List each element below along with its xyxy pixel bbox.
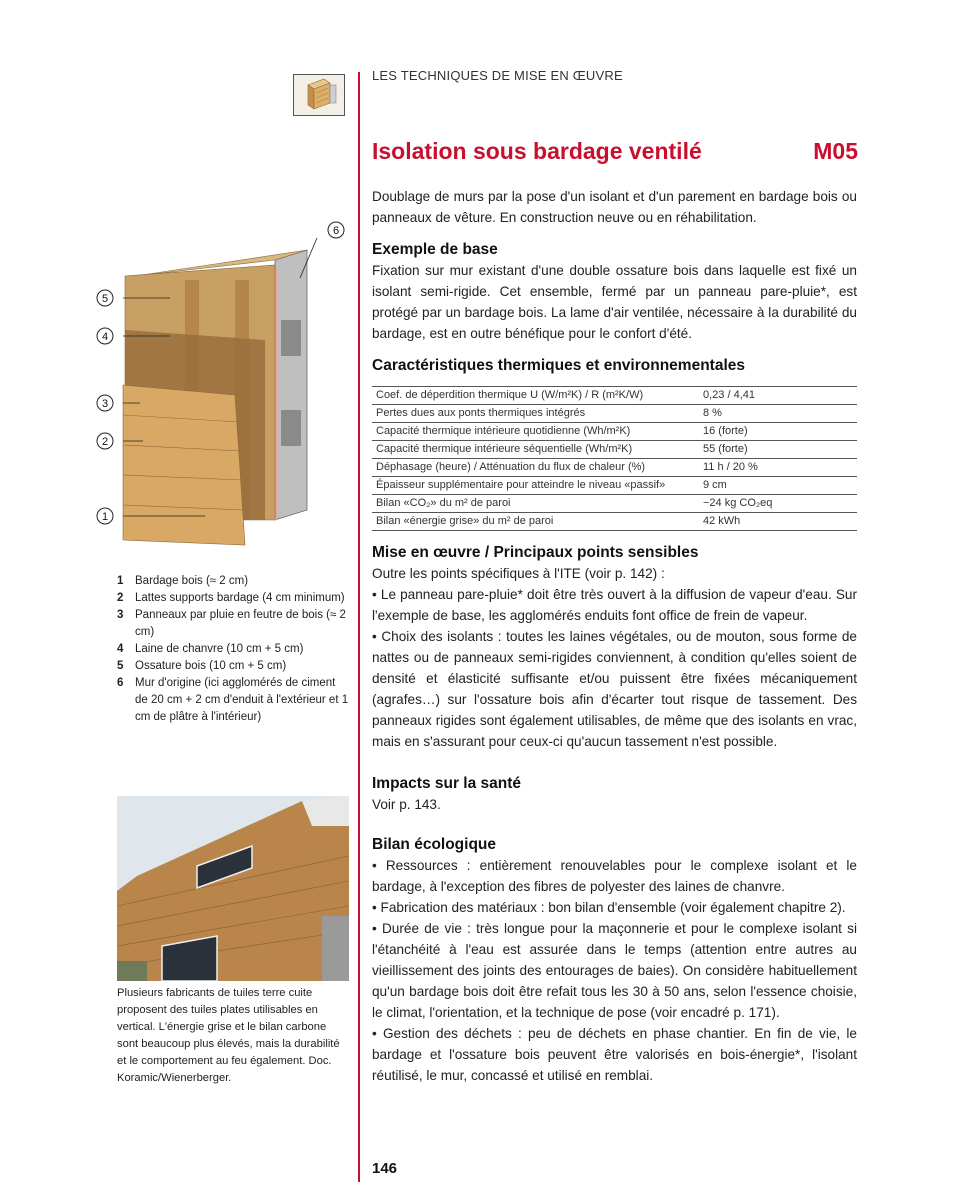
exemple-heading: Exemple de base xyxy=(372,241,498,258)
row-label: Capacité thermique intérieure quotidienne (Wh/m²K) xyxy=(372,423,693,441)
bilan-para: • Durée de vie : très longue pour la maçonnerie et pour le complexe isolant si l'étanchéité à l'eau est assurée dans le temps (attention entre autres au vieillissement des joints des entourages de baies). On considère habituellement qu'un bardage bois doit être refait tous les 30 à 50 ans, selon l'essence choisie, le climat, l'orientation, et la technique de pose (voir encadré p. 171). xyxy=(372,921,857,1020)
legend-item: 3 Panneaux par pluie en feutre de bois (≈ 2 cm) xyxy=(117,609,346,638)
bilan-para: • Gestion des déchets : peu de déchets en phase chantier. En fin de vie, le bardage et l'ossature bois peuvent être valorisés en bois-énergie*, l'isolant réutilisé, le mur, concassé et utilisé en remblai. xyxy=(372,1026,857,1083)
block-hole xyxy=(281,410,301,446)
section-header: LES TECHNIQUES DE MISE EN ŒUVRE xyxy=(372,68,623,83)
row-label: Capacité thermique intérieure séquentielle (Wh/m²K) xyxy=(372,441,693,459)
wall-section-illustration xyxy=(95,220,350,565)
table-row xyxy=(372,405,857,423)
facade-photo xyxy=(117,796,349,981)
impacts-heading: Impacts sur la santé xyxy=(372,775,522,792)
table-row xyxy=(372,423,857,441)
block-hole xyxy=(281,320,301,356)
legend-item: 1 Bardage bois (≈ 2 cm) xyxy=(117,575,249,587)
row-value: 16 (forte) xyxy=(693,423,857,441)
wood-cladding xyxy=(123,385,245,545)
bilan-para: • Ressources : entièrement renouvelables pour le complexe isolant et le bardage, à l'exception des fibres de polyester des laines de chanvre. xyxy=(372,858,857,894)
bilan-heading: Bilan écologique xyxy=(372,836,497,853)
diagram-legend xyxy=(117,573,349,726)
row-value: −24 kg CO₂eq xyxy=(693,495,857,513)
callout-label: 4 xyxy=(101,331,109,343)
table-row xyxy=(372,495,857,513)
section-thumbnail-icon xyxy=(293,74,345,116)
row-value: 11 h / 20 % xyxy=(693,459,857,477)
legend-item: 6 Mur d'origine (ici agglomérés de ciment de 20 cm + 2 cm d'enduit à l'extérieur et 1 cm de plâtre à l'intérieur) xyxy=(117,677,349,723)
exemple-text: Fixation sur mur existant d'une double ossature bois dans laquelle est fixé un isolant semi-rigide. Cet ensemble, fermé par un panneau pare-pluie*, est protégé par un bardage bois. La lame d'air ventilée, nécessaire à la durabilité du bardage, est en outre bénéfique pour le confort d'été. xyxy=(372,263,857,341)
page-title-row xyxy=(372,138,858,165)
intro-paragraph: Doublage de murs par la pose d'un isolant et d'un parement en bardage bois ou panneaux de vêture. En construction neuve ou en réhabilitation. xyxy=(372,189,857,225)
photo-caption: Plusieurs fabricants de tuiles terre cuite proposent des tuiles plates utilisables en vertical. L'énergie grise et le bilan carbone sont beaucoup plus élevés, mais la durabilité et le comportement au feu également. Doc. Koramic/Wienerberger. xyxy=(117,987,340,1084)
row-label: Pertes dues aux ponts thermiques intégrés xyxy=(372,405,693,423)
page-number: 146 xyxy=(372,1160,398,1177)
mise-en-oeuvre-para: • Le panneau pare-pluie* doit être très ouvert à la diffusion de vapeur d'eau. Sur l'exemple de base, les agglomérés enduits font office de frein de vapeur. xyxy=(372,587,857,623)
table-row xyxy=(372,477,857,495)
mise-en-oeuvre-heading: Mise en œuvre / Principaux points sensibles xyxy=(372,544,699,561)
table-row xyxy=(372,513,857,531)
table-row xyxy=(372,441,857,459)
row-value: 42 kWh xyxy=(693,513,857,531)
row-label: Épaisseur supplémentaire pour atteindre le niveau «passif» xyxy=(372,477,693,495)
row-label: Bilan «énergie grise» du m² de paroi xyxy=(372,513,693,531)
legend-item: 5 Ossature bois (10 cm + 5 cm) xyxy=(117,660,287,672)
callout-label: 6 xyxy=(332,225,340,237)
callout-label: 1 xyxy=(101,511,109,523)
red-margin-rule xyxy=(358,72,360,1182)
row-label: Coef. de déperdition thermique U (W/m²K) / R (m²K/W) xyxy=(372,387,693,405)
legend-item: 4 Laine de chanvre (10 cm + 5 cm) xyxy=(117,643,304,655)
callout-label: 3 xyxy=(101,398,109,410)
callout-label: 2 xyxy=(101,436,109,448)
row-value: 55 (forte) xyxy=(693,441,857,459)
callout-label: 5 xyxy=(101,293,109,305)
row-label: Bilan «CO₂» du m² de paroi xyxy=(372,495,693,513)
row-label: Déphasage (heure) / Atténuation du flux de chaleur (%) xyxy=(372,459,693,477)
row-value: 8 % xyxy=(693,405,857,423)
page-title: Isolation sous bardage ventilé xyxy=(372,138,702,164)
mise-en-oeuvre-para: Outre les points spécifiques à l'ITE (voir p. 142) : xyxy=(372,566,665,581)
mise-en-oeuvre-para: • Choix des isolants : toutes les laines végétales, ou de mouton, sous forme de nattes ou de panneaux semi-rigides conviennent, à condition qu'elles soient de densité et élasticité suffisante et/ou puissent être fixées mécaniquement (agrafes…) sur l'ossature bois afin d'écarter tout risque de tassement. Des panneaux rigides sont également utilisables, de même que des isolants en vrac, mais en s'assurant pour ceux-ci qu'aucun tassement n'est possible. xyxy=(372,629,857,749)
technique-code: M05 xyxy=(813,138,858,164)
thermal-table xyxy=(372,386,857,531)
legend-item: 2 Lattes supports bardage (4 cm minimum) xyxy=(117,592,345,604)
caracteristiques-heading: Caractéristiques thermiques et environnementales xyxy=(372,357,745,374)
bilan-para: • Fabrication des matériaux : bon bilan d'ensemble (voir également chapitre 2). xyxy=(372,900,846,915)
impacts-text: Voir p. 143. xyxy=(372,797,441,812)
main-column xyxy=(372,186,857,1086)
table-row xyxy=(372,459,857,477)
table-row xyxy=(372,387,857,405)
row-value: 9 cm xyxy=(693,477,857,495)
masonry-wall xyxy=(275,250,307,520)
row-value: 0,23 / 4,41 xyxy=(693,387,857,405)
